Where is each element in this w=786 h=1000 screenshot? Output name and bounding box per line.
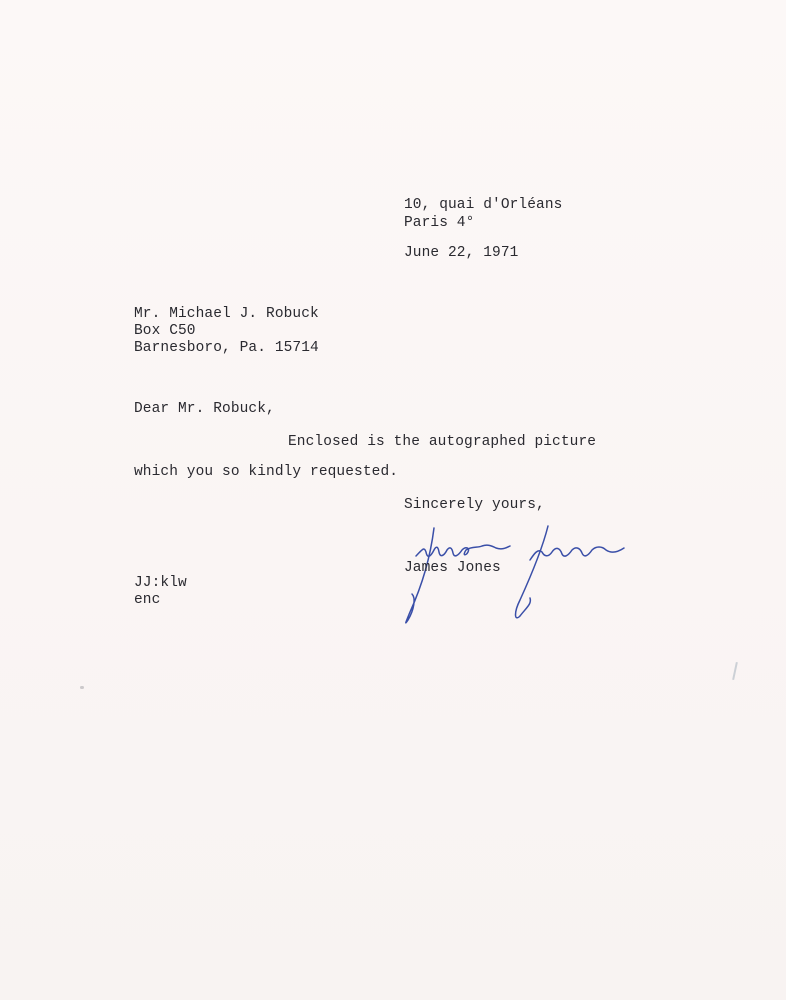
- reference-initials: JJ:klw: [134, 575, 187, 591]
- typed-signature-name: James Jones: [404, 560, 501, 576]
- handwritten-signature: [398, 520, 638, 635]
- recipient-box: Box C50: [134, 323, 196, 339]
- body-line-1: Enclosed is the autographed picture: [288, 434, 597, 450]
- sender-city: Paris 4°: [404, 215, 475, 231]
- recipient-name: Mr. Michael J. Robuck: [134, 306, 319, 322]
- sender-street: 10, quai d'Orléans: [404, 197, 563, 213]
- body-line-2: which you so kindly requested.: [134, 464, 399, 480]
- closing: Sincerely yours,: [404, 497, 545, 513]
- recipient-city: Barnesboro, Pa. 15714: [134, 340, 319, 356]
- paper-speck: [80, 686, 84, 689]
- salutation: Dear Mr. Robuck,: [134, 401, 275, 417]
- paper-mark: [732, 662, 738, 680]
- letter-date: June 22, 1971: [404, 245, 519, 261]
- enclosure-note: enc: [134, 592, 161, 608]
